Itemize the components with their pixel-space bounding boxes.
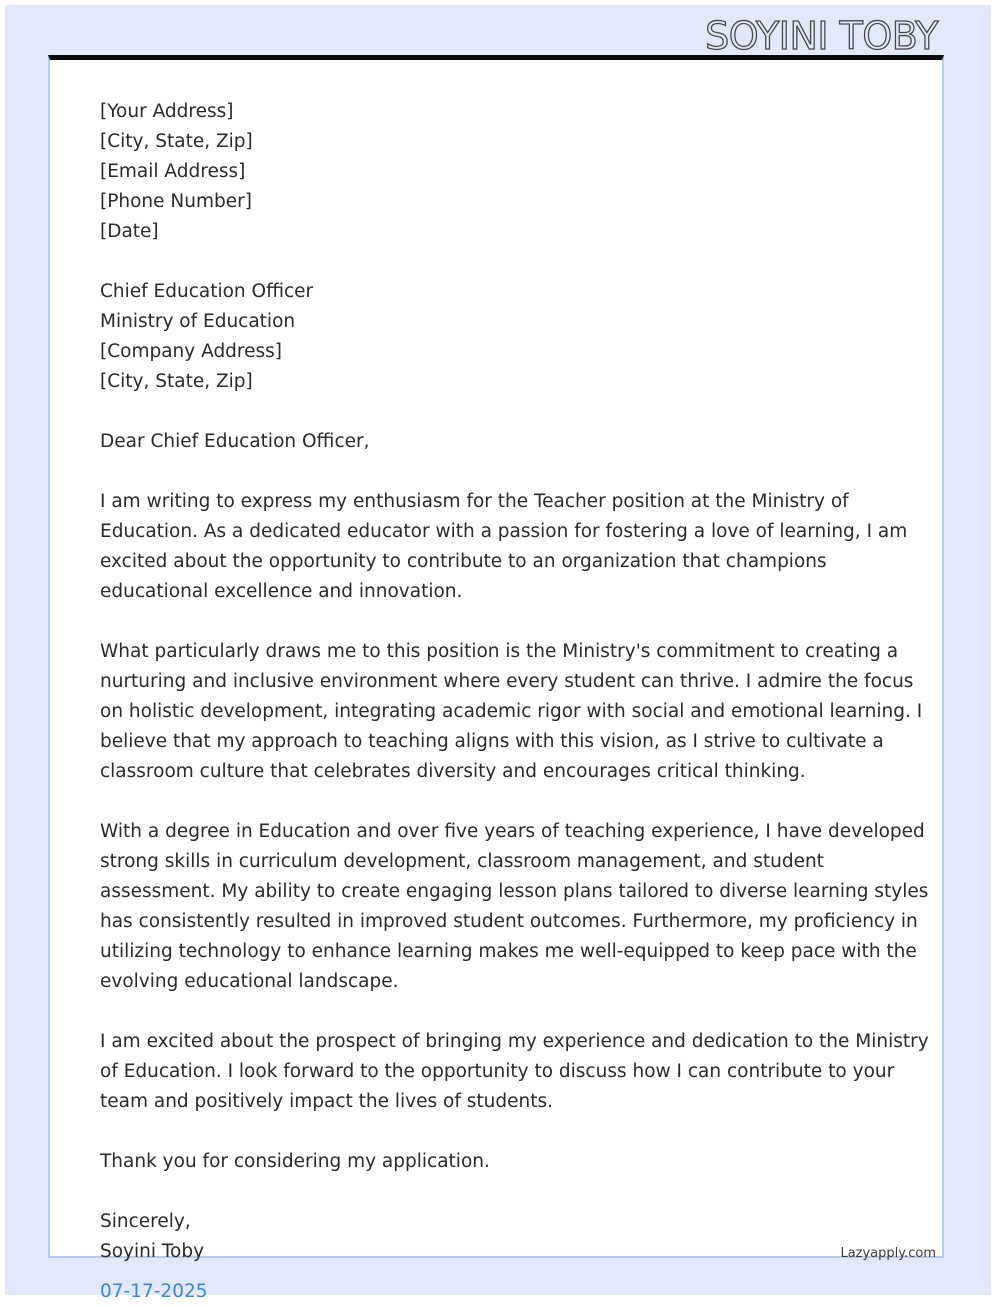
valediction: Sincerely,	[100, 1211, 191, 1232]
paragraph-line: strong skills in curriculum development, classroom management, and student	[100, 851, 824, 872]
salutation: Dear Chief Education Officer,	[100, 431, 370, 452]
watermark: Lazyapply.com	[840, 1246, 936, 1261]
paragraph-line: believe that my approach to teaching aligns with this vision, as I strive to cultivate a	[100, 731, 884, 752]
paragraph-line: assessment. My ability to create engaging lesson plans tailored to diverse learning styles	[100, 881, 929, 902]
paragraph-motivation	[100, 637, 923, 787]
sender-email: [Email Address]	[100, 161, 246, 182]
recipient-address: [Company Address]	[100, 341, 283, 362]
paragraph-qualifications	[100, 817, 929, 997]
paragraph-line: I am writing to express my enthusiasm for the Teacher position at the Ministry of	[100, 491, 849, 512]
paragraph-line: I am excited about the prospect of bringing my experience and dedication to the Ministry	[100, 1031, 929, 1052]
paragraph-closing	[100, 1027, 929, 1117]
paragraph-line: educational excellence and innovation.	[100, 581, 463, 602]
sender-date: [Date]	[100, 221, 159, 242]
paragraph-line: classroom culture that celebrates diversity and encourages critical thinking.	[100, 761, 806, 782]
sender-address: [Your Address]	[100, 101, 234, 122]
signature-name: Soyini Toby	[100, 1241, 205, 1262]
sender-block	[100, 97, 900, 247]
header-name: SOYINI TOBY	[705, 14, 938, 58]
paragraph-line: utilizing technology to enhance learning makes me well-equipped to keep pace with the	[100, 941, 917, 962]
paragraph-line: excited about the opportunity to contribute to an organization that champions	[100, 551, 827, 572]
letter-date: 07-17-2025	[100, 1281, 208, 1302]
paragraph-line: evolving educational landscape.	[100, 971, 399, 992]
sender-city-state-zip: [City, State, Zip]	[100, 131, 253, 152]
paragraph-thanks	[100, 1147, 900, 1177]
letter-body	[100, 97, 929, 1307]
paragraph-line: nurturing and inclusive environment where every student can thrive. I admire the focus	[100, 671, 914, 692]
paragraph-line: What particularly draws me to this position is the Ministry's commitment to creating a	[100, 641, 899, 662]
signature-block	[100, 1207, 900, 1307]
sender-phone: [Phone Number]	[100, 191, 252, 212]
paragraph-intro	[100, 487, 908, 607]
recipient-city-state-zip: [City, State, Zip]	[100, 371, 253, 392]
recipient-organization: Ministry of Education	[100, 311, 296, 332]
paragraph-line: on holistic development, integrating academic rigor with social and emotional learning. I	[100, 701, 923, 722]
paragraph-line: of Education. I look forward to the opportunity to discuss how I can contribute to your	[100, 1061, 895, 1082]
paragraph-line: team and positively impact the lives of students.	[100, 1091, 553, 1112]
paragraph-line: Thank you for considering my application.	[100, 1151, 490, 1172]
paragraph-line: has consistently resulted in improved student outcomes. Furthermore, my proficiency in	[100, 911, 918, 932]
paragraph-line: With a degree in Education and over five years of teaching experience, I have developed	[100, 821, 925, 842]
recipient-block	[100, 277, 900, 397]
recipient-title: Chief Education Officer	[100, 281, 314, 302]
paragraph-line: Education. As a dedicated educator with a passion for fostering a love of learning, I am	[100, 521, 908, 542]
